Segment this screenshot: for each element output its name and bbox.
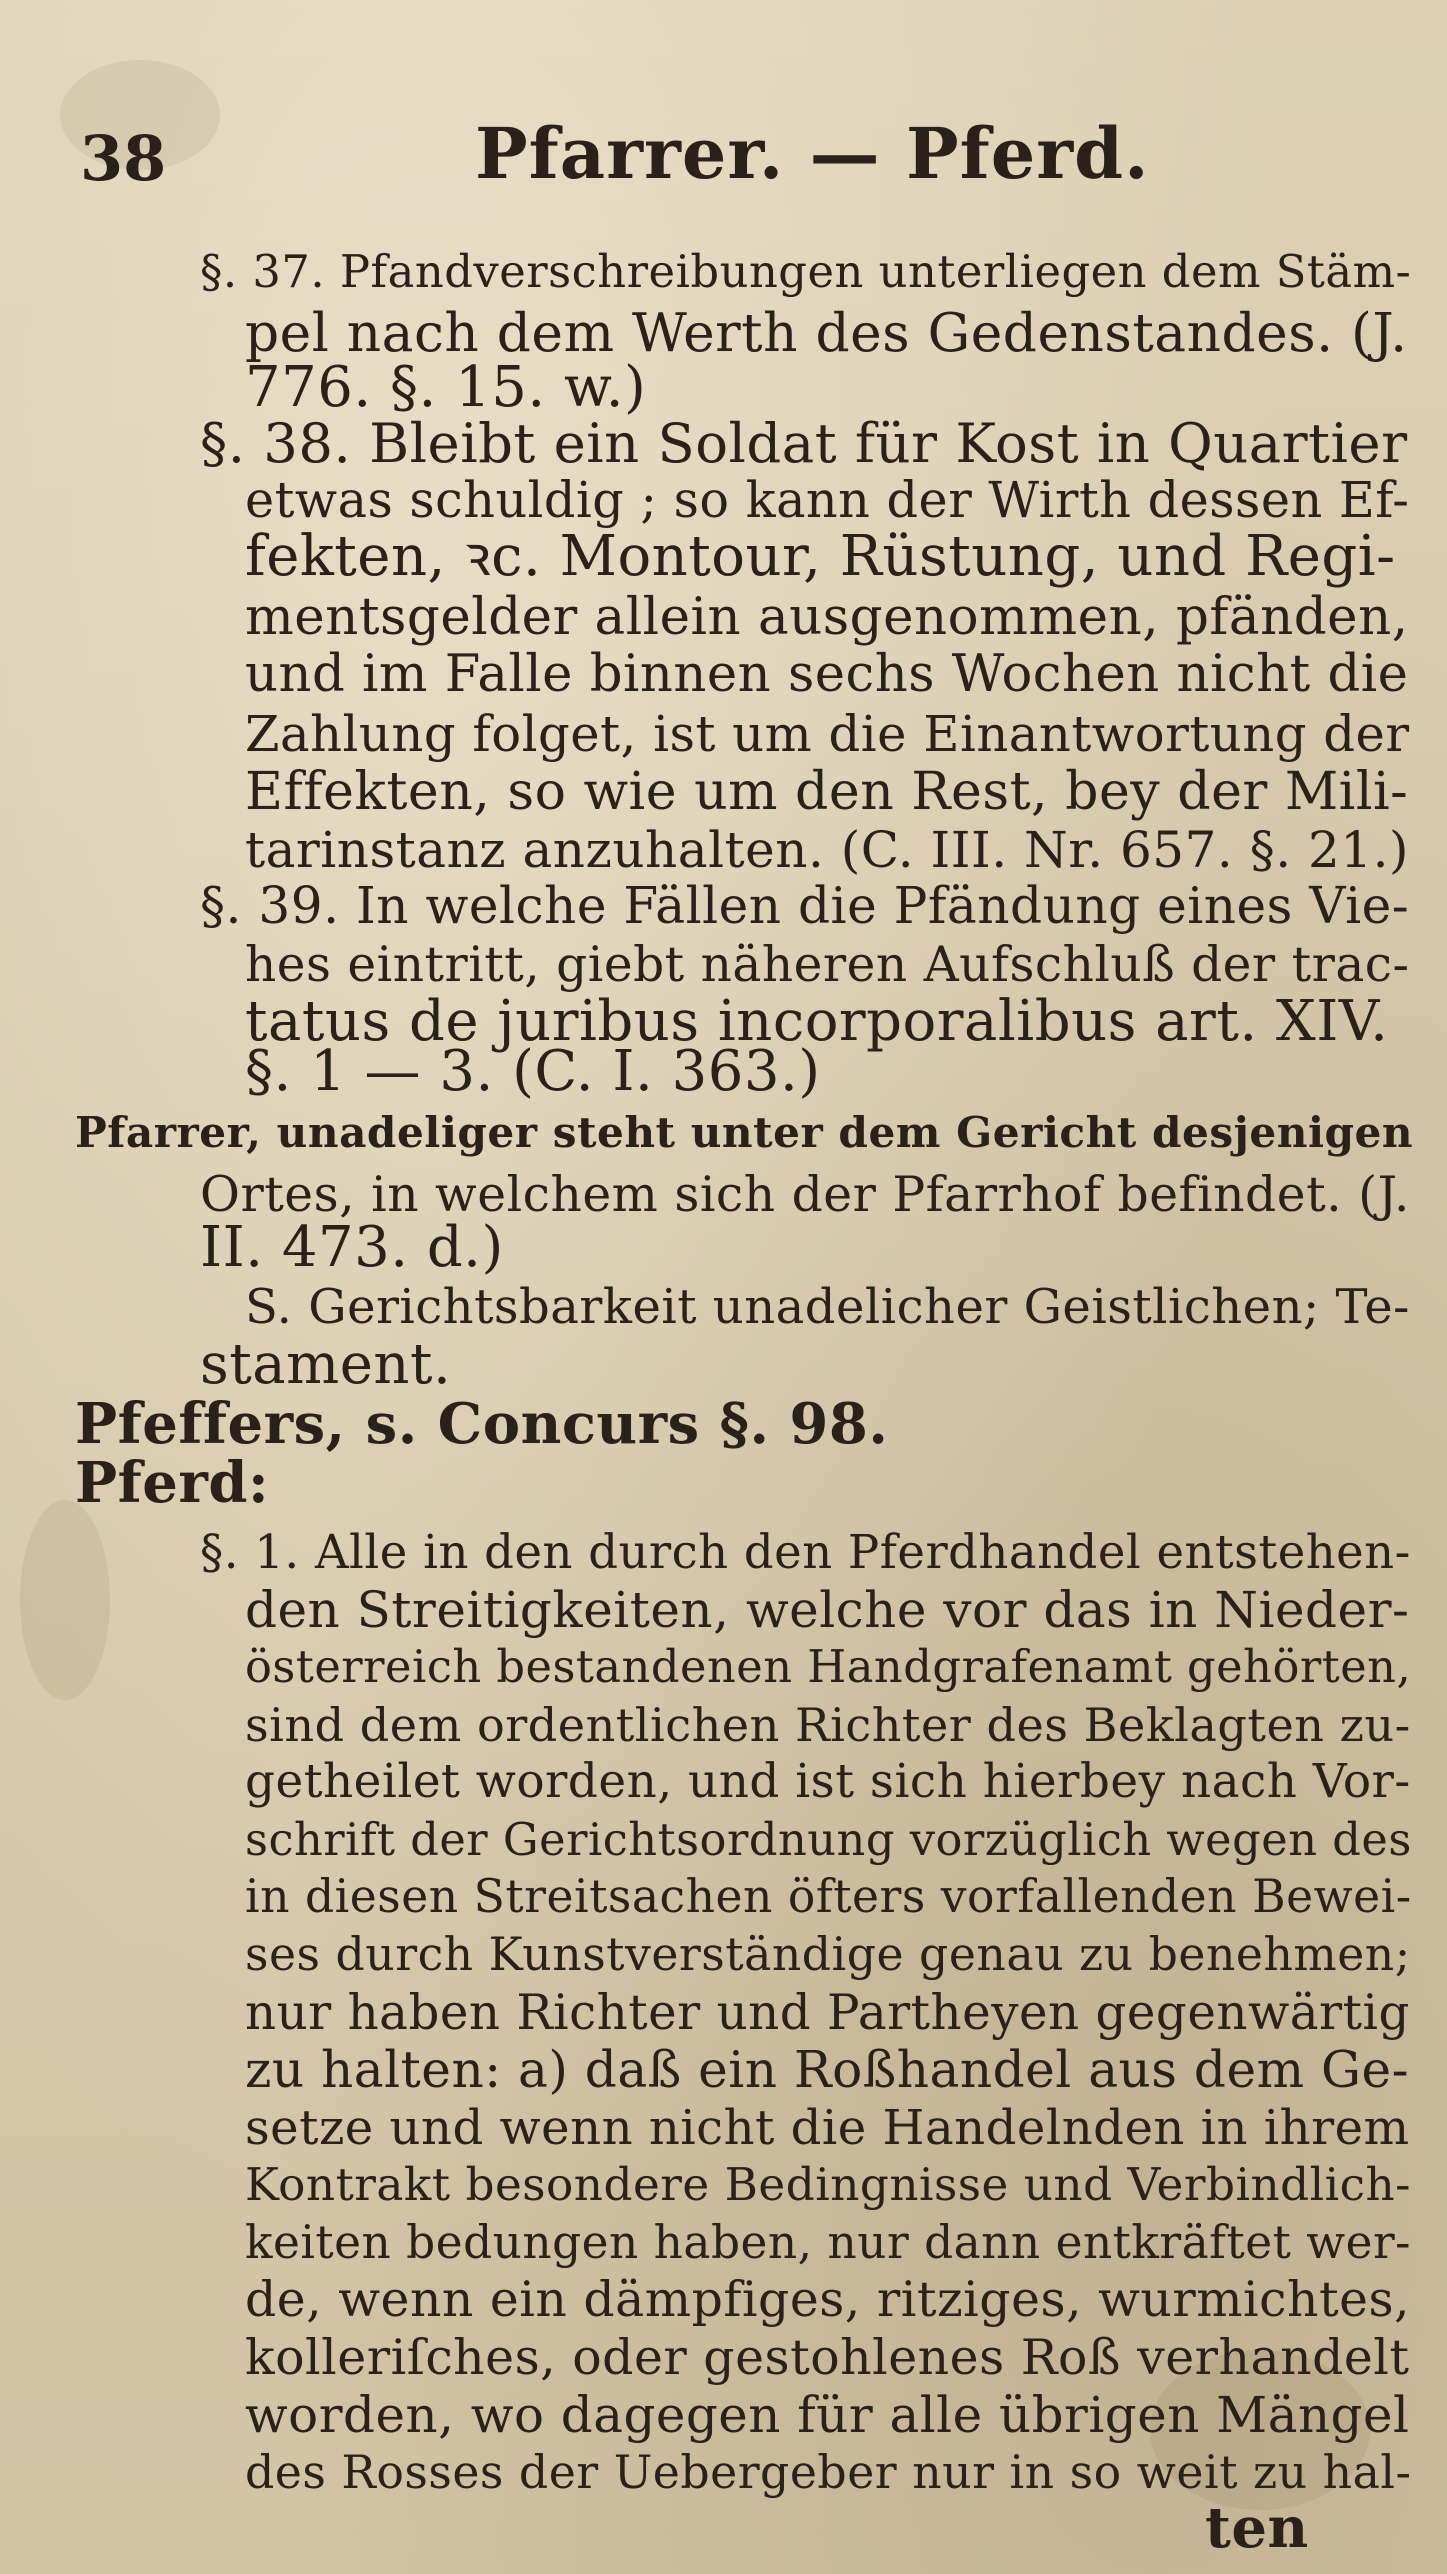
text-line: pel nach dem Werth des Gedenstandes. (J. [245,301,1408,364]
text-line: und im Falle binnen sechs Wochen nicht die [245,644,1409,704]
text-line: schrift der Gerichtsordnung vorzüglich wegen des [245,1813,1412,1866]
text-line: mentsgelder allein ausgenommen, pfänden, [245,587,1409,647]
text-line: zu halten: a) daß ein Roßhandel aus dem Ge- [245,2041,1410,2099]
text-line: kolleriſches, oder gestohlenes Roß verhandelt [245,2329,1410,2386]
text-line: Ortes, in welchem sich der Pfarrhof befindet. (J. [200,1167,1410,1223]
text-line: §. 38. Bleibt ein Soldat für Kost in Quartier [200,411,1408,475]
page-header [80,112,1367,202]
text-line: Kontrakt besondere Bedingnisse und Verbindlich- [245,2158,1411,2211]
text-line: setze und wenn nicht die Handelnden in ihrem [245,2100,1410,2156]
text-line: tarinstanz anzuhalten. (C. III. Nr. 657. §. 21.) [245,821,1410,879]
text-line: fekten, ꝛc. Montour, Rüstung, und Regi- [245,524,1396,589]
text-line: §. 37. Pfandverschreibungen unterliegen dem Stäm- [200,245,1412,298]
entry-pfeffers: Pfeffers, s. Concurs §. 98. [75,1391,889,1457]
running-head: Pfarrer. — Pferd. [475,112,1150,195]
text-line: ses durch Kunstverständige genau zu benehmen; [245,1928,1411,1981]
entry-pferd: Pferd: [75,1450,270,1516]
text-line: tatus de juribus incorporalibus art. XIV. [245,989,1389,1054]
text-line: Effekten, so wie um den Rest, bey der Mili- [245,762,1409,822]
text-line: II. 473. d.) [200,1215,504,1280]
text-line: S. Gerichtsbarkeit unadelicher Geistlichen; Te- [245,1279,1410,1335]
text-line: keiten bedungen haben, nur dann entkräftet wer- [245,2216,1412,2269]
text-line: stament. [200,1332,452,1397]
text-line: §. 39. In welche Fällen die Pfändung eines Vie- [200,876,1410,935]
text-line: §. 1. Alle in den durch den Pferdhandel entstehen- [200,1525,1411,1579]
text-line: den Streitigkeiten, welche vor das in Nieder- [245,1581,1410,1639]
text-line: sind dem ordentlichen Richter des Beklagten zu- [245,1698,1411,1752]
text-line: nur haben Richter und Partheyen gegenwärtig [245,1985,1410,2041]
text-line: in diesen Streitsachen öfters vorfallenden Bewei- [245,1870,1412,1923]
text-line: des Rosses der Uebergeber nur in so weit zu hal- [245,2446,1412,2499]
catchword: ten [1205,2495,1309,2561]
text-line: österreich bestandenen Handgrafenamt gehörten, [245,1640,1412,1693]
page-number: 38 [80,122,167,195]
text-line: Zahlung folget, ist um die Einantwortung der [245,705,1410,763]
paper-stain [20,1500,110,1700]
text-line: de, wenn ein dämpfiges, ritziges, wurmichtes, [245,2271,1411,2328]
text-line: hes eintritt, giebt näheren Aufschluß der trac- [245,937,1410,993]
text-line: getheilet worden, und ist sich hierbey nach Vor- [245,1755,1411,1809]
text-line: 776. §. 15. w.) [245,355,647,420]
entry-pfarrer: Pfarrer, unadeliger steht unter dem Gericht desjenigen [75,1107,1414,1157]
text-line: worden, wo dagegen für alle übrigen Mängel [245,2386,1410,2444]
text-line: etwas schuldig ; so kann der Wirth dessen Ef- [245,471,1410,529]
text-line: §. 1 — 3. (C. I. 363.) [245,1039,821,1104]
